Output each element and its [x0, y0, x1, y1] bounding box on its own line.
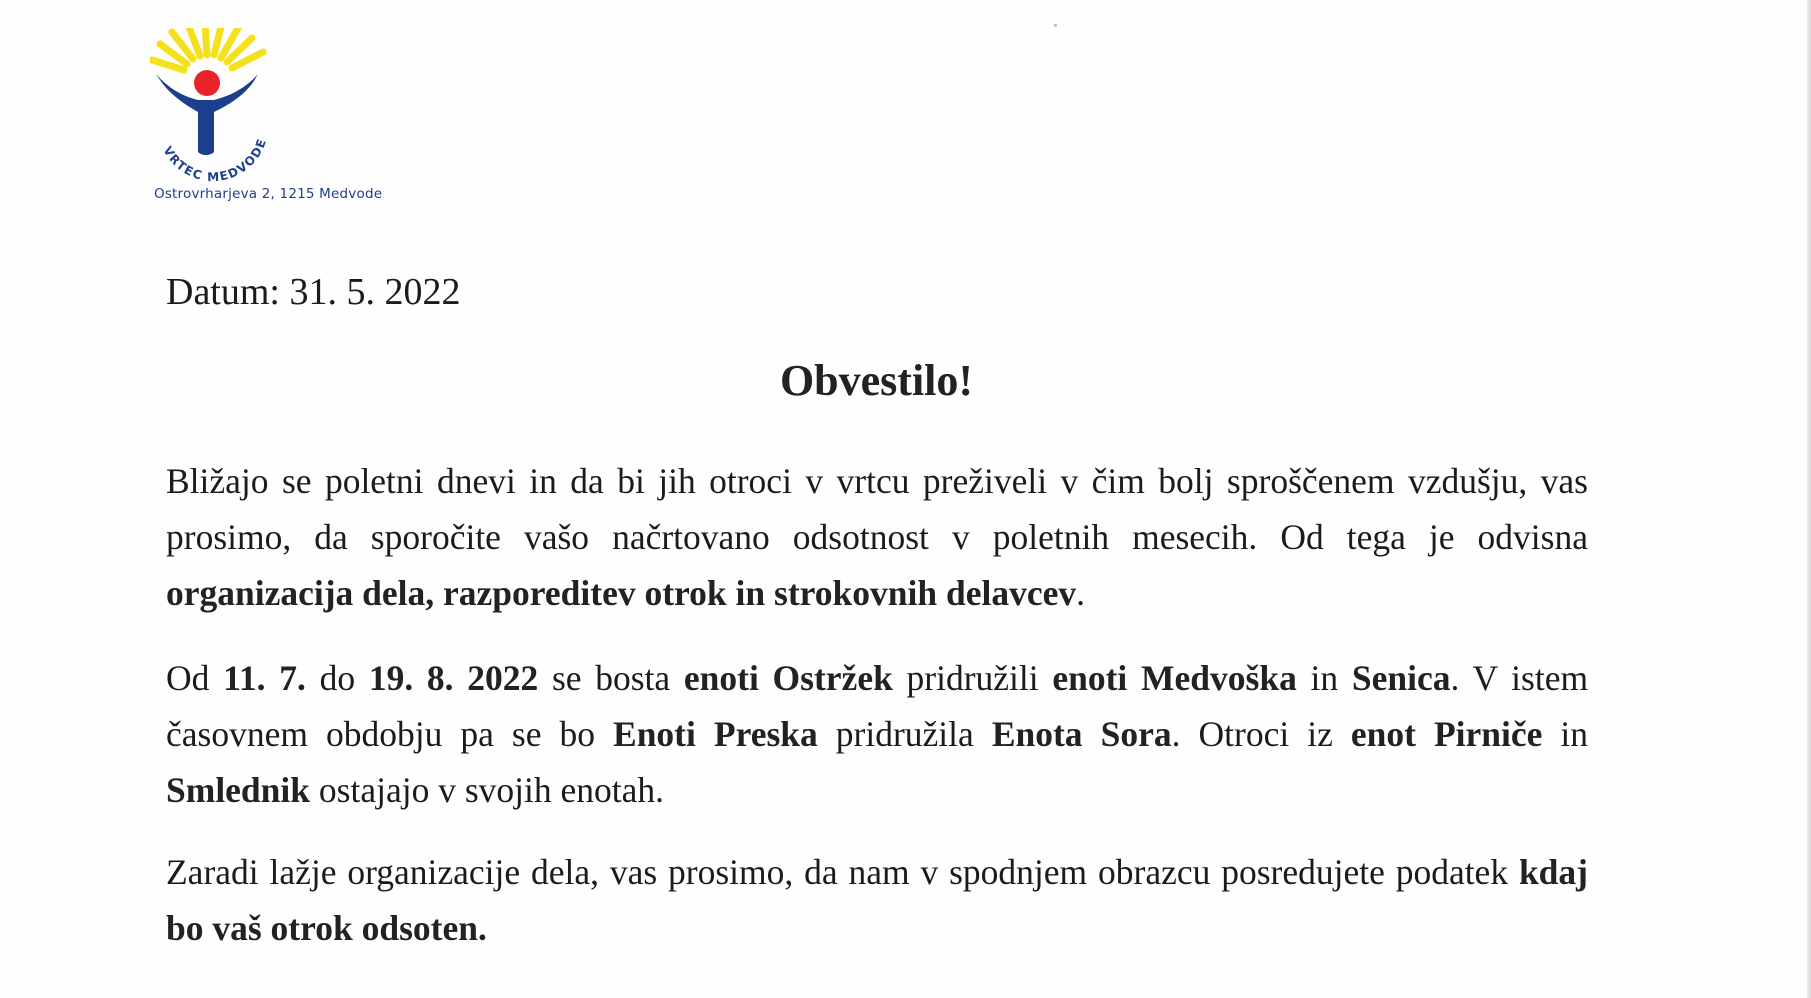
kindergarten-logo: [150, 28, 400, 213]
schedule-text: . Otroci iz: [1171, 714, 1351, 754]
unit-smlednik: Smlednik: [166, 770, 311, 810]
logo-name: VRTEC MEDVODE: [160, 136, 270, 185]
page-title: Obvestilo!: [779, 356, 974, 405]
date-line: Datum: 31. 5. 2022: [166, 271, 461, 313]
schedule-text: in: [1296, 658, 1352, 698]
paragraph-request: [166, 844, 1588, 956]
schedule-text: pridružili: [892, 658, 1053, 698]
schedule-text: in: [1542, 714, 1589, 754]
unit-senica: Senica: [1351, 658, 1451, 698]
schedule-end-date: 19. 8. 2022: [368, 658, 539, 698]
request-text: Zaradi lažje organizacije dela, vas prosimo, da nam v spodnjem obrazcu posredujete podatek: [166, 852, 1519, 892]
schedule-start-date: 11. 7.: [223, 658, 306, 698]
schedule-text: se bosta: [538, 658, 684, 698]
schedule-text: . V istem časovnem obdobju pa se bo: [166, 658, 1589, 754]
sun-head: [194, 70, 220, 96]
paragraph-schedule: [166, 650, 1588, 818]
unit-preska: Enoti Preska: [613, 714, 818, 754]
sun-rays: [152, 28, 263, 70]
intro-text: Bližajo se poletni dnevi in da bi jih otroci v vrtcu preživeli v čim bolj sproščenem vzdušju, vas prosimo, da sporočite vašo načrtovano odsotnost v poletnih mesecih. Od tega je odvisna: [166, 461, 1588, 557]
logo-graphic: [150, 28, 400, 188]
schedule-text: ostajajo v svojih enotah.: [310, 770, 664, 810]
scan-speck: [1054, 24, 1057, 27]
request-emphasis: kdaj bo vaš otrok odsoten.: [166, 852, 1588, 948]
schedule-text: Od: [166, 658, 224, 698]
schedule-text: do: [305, 658, 369, 698]
intro-period: .: [1076, 573, 1085, 613]
unit-sora: Enota Sora: [991, 714, 1172, 754]
unit-ostrzek: enoti Ostržek: [683, 658, 893, 698]
logo-address: Ostrovrharjeva 2, 1215 Medvode: [154, 186, 383, 202]
page-edge: [1807, 0, 1811, 998]
unit-pirnice: enot Pirniče: [1350, 714, 1543, 754]
intro-emphasis: organizacija dela, razporeditev otrok in strokovnih delavcev: [166, 573, 1077, 613]
unit-medvoska: enoti Medvoška: [1052, 658, 1297, 698]
schedule-text: pridružila: [817, 714, 992, 754]
paragraph-intro: [166, 453, 1588, 621]
